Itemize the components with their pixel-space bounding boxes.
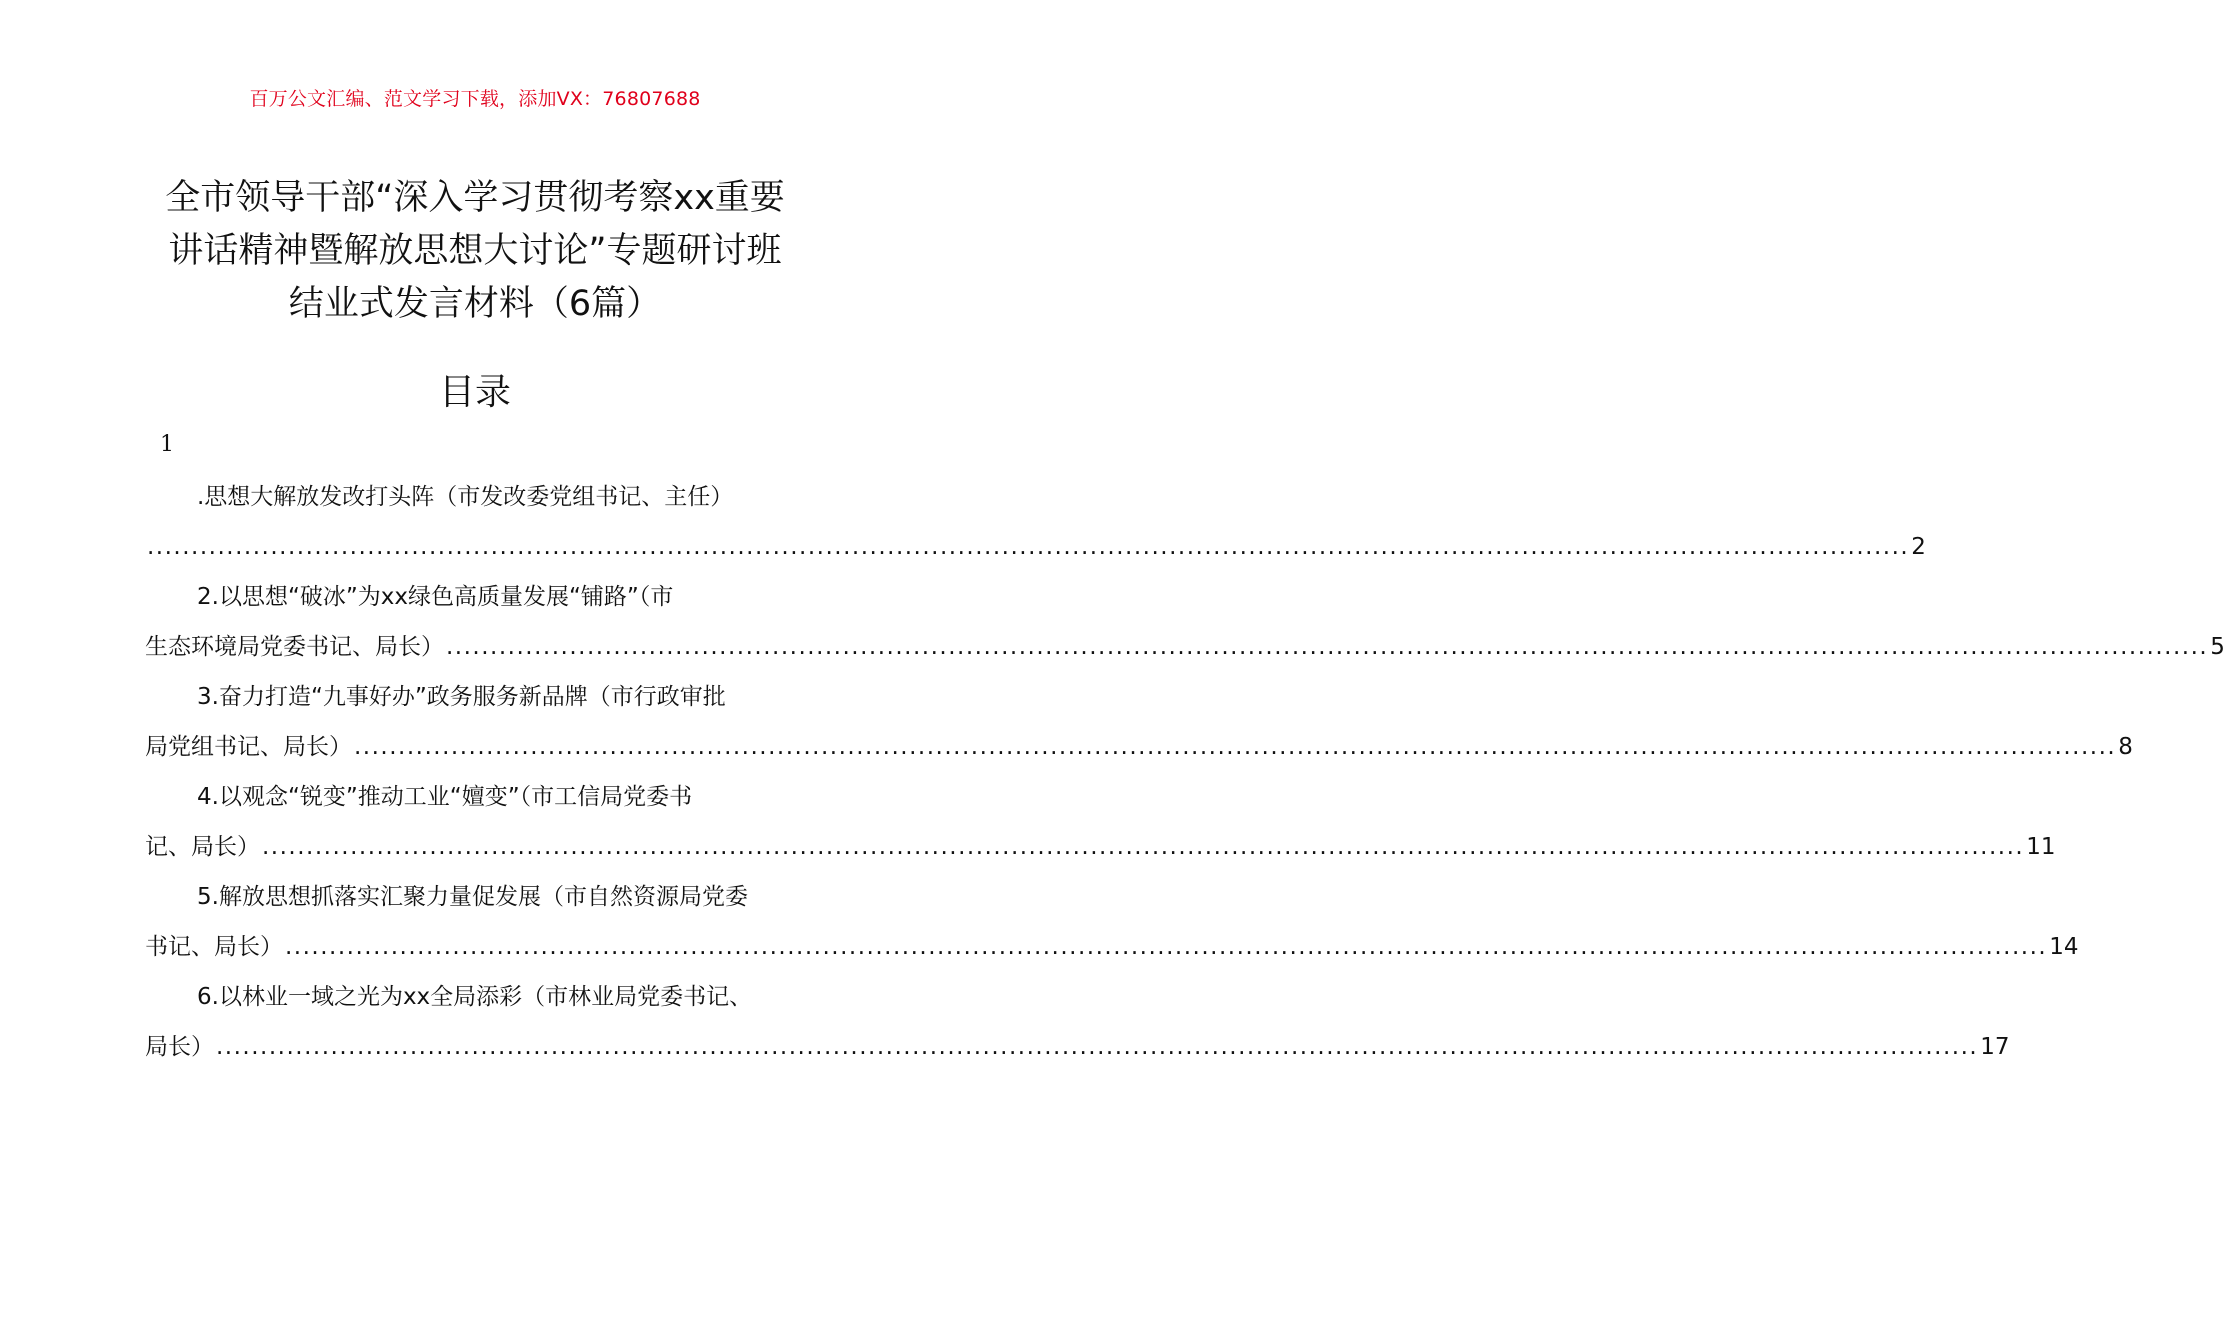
toc-entry-title-continued: 局长） <box>145 1034 214 1060</box>
toc-heading: 目录 <box>438 372 511 413</box>
toc-entry-leader-line <box>145 522 1926 572</box>
dot-leader: ........................................................................................................................................................................................................ <box>216 1034 1979 1060</box>
toc-entry-title: .思想大解放发改打头阵（市发改委党组书记、主任） <box>197 484 734 510</box>
dot-leader: ........................................................................................................................................................................................................ <box>147 534 1910 560</box>
toc-entry-title: 2.以思想“破冰”为xx绿色高质量发展“铺路”（市 <box>197 584 674 610</box>
toc-entry-title: 4.以观念“锐变”推动工业“嬗变”（市工信局党委书 <box>197 784 693 810</box>
toc-entry-5[interactable] <box>145 872 2079 972</box>
toc-entry-title-continued: 记、局长） <box>145 834 260 860</box>
toc-entry-6[interactable] <box>145 972 2010 1072</box>
dot-leader: ........................................................................................................................................................................................................ <box>262 834 2025 860</box>
toc-entry-page-number: 14 <box>2049 934 2079 960</box>
toc-number-label: 1 <box>160 432 174 457</box>
toc-entry-page-number: 8 <box>2118 734 2133 760</box>
toc-entry-title: 3.奋力打造“九事好办”政务服务新品牌（市行政审批 <box>197 684 726 710</box>
dot-leader: ........................................................................................................................................................................................................ <box>446 634 2209 660</box>
toc-entry-leader-line <box>145 722 2133 772</box>
document-title <box>100 172 850 331</box>
title-line-2: 讲话精神暨解放思想大讨论”专题研讨班 <box>168 231 782 271</box>
toc-entry-page-number: 5 <box>2210 634 2225 660</box>
toc-entry-leader-line <box>145 822 2056 872</box>
toc-entry-title: 5.解放思想抓落实汇聚力量促发展（市自然资源局党委 <box>197 884 748 910</box>
toc-entry-4[interactable] <box>145 772 2056 872</box>
toc-entry-page-number: 17 <box>1980 1034 2010 1060</box>
dot-leader: ........................................................................................................................................................................................................ <box>285 934 2048 960</box>
toc-entry-leader-line <box>145 1022 2010 1072</box>
toc-entry-3[interactable] <box>145 672 2133 772</box>
toc-entry-title-continued: 生态环境局党委书记、局长） <box>145 634 444 660</box>
title-line-1: 全市领导干部“深入学习贯彻考察xx重要 <box>165 178 785 218</box>
toc-entry-2[interactable] <box>145 572 2225 672</box>
toc-entry-page-number: 2 <box>1911 534 1926 560</box>
title-line-3: 结业式发言材料（6篇） <box>288 284 662 324</box>
toc-entry-title-continued: 局党组书记、局长） <box>145 734 352 760</box>
dot-leader: ........................................................................................................................................................................................................ <box>354 734 2117 760</box>
toc-entry-page-number: 11 <box>2026 834 2056 860</box>
toc-entry-leader-line <box>145 922 2079 972</box>
header-note: 百万公文汇编、范文学习下载，添加VX：76807688 <box>249 88 701 110</box>
toc-entry-1[interactable] <box>145 472 1926 572</box>
toc-list <box>145 472 2225 1072</box>
toc-entry-title-continued: 书记、局长） <box>145 934 283 960</box>
toc-entry-title: 6.以林业一域之光为xx全局添彩（市林业局党委书记、 <box>197 984 753 1010</box>
toc-entry-leader-line <box>145 622 2225 672</box>
